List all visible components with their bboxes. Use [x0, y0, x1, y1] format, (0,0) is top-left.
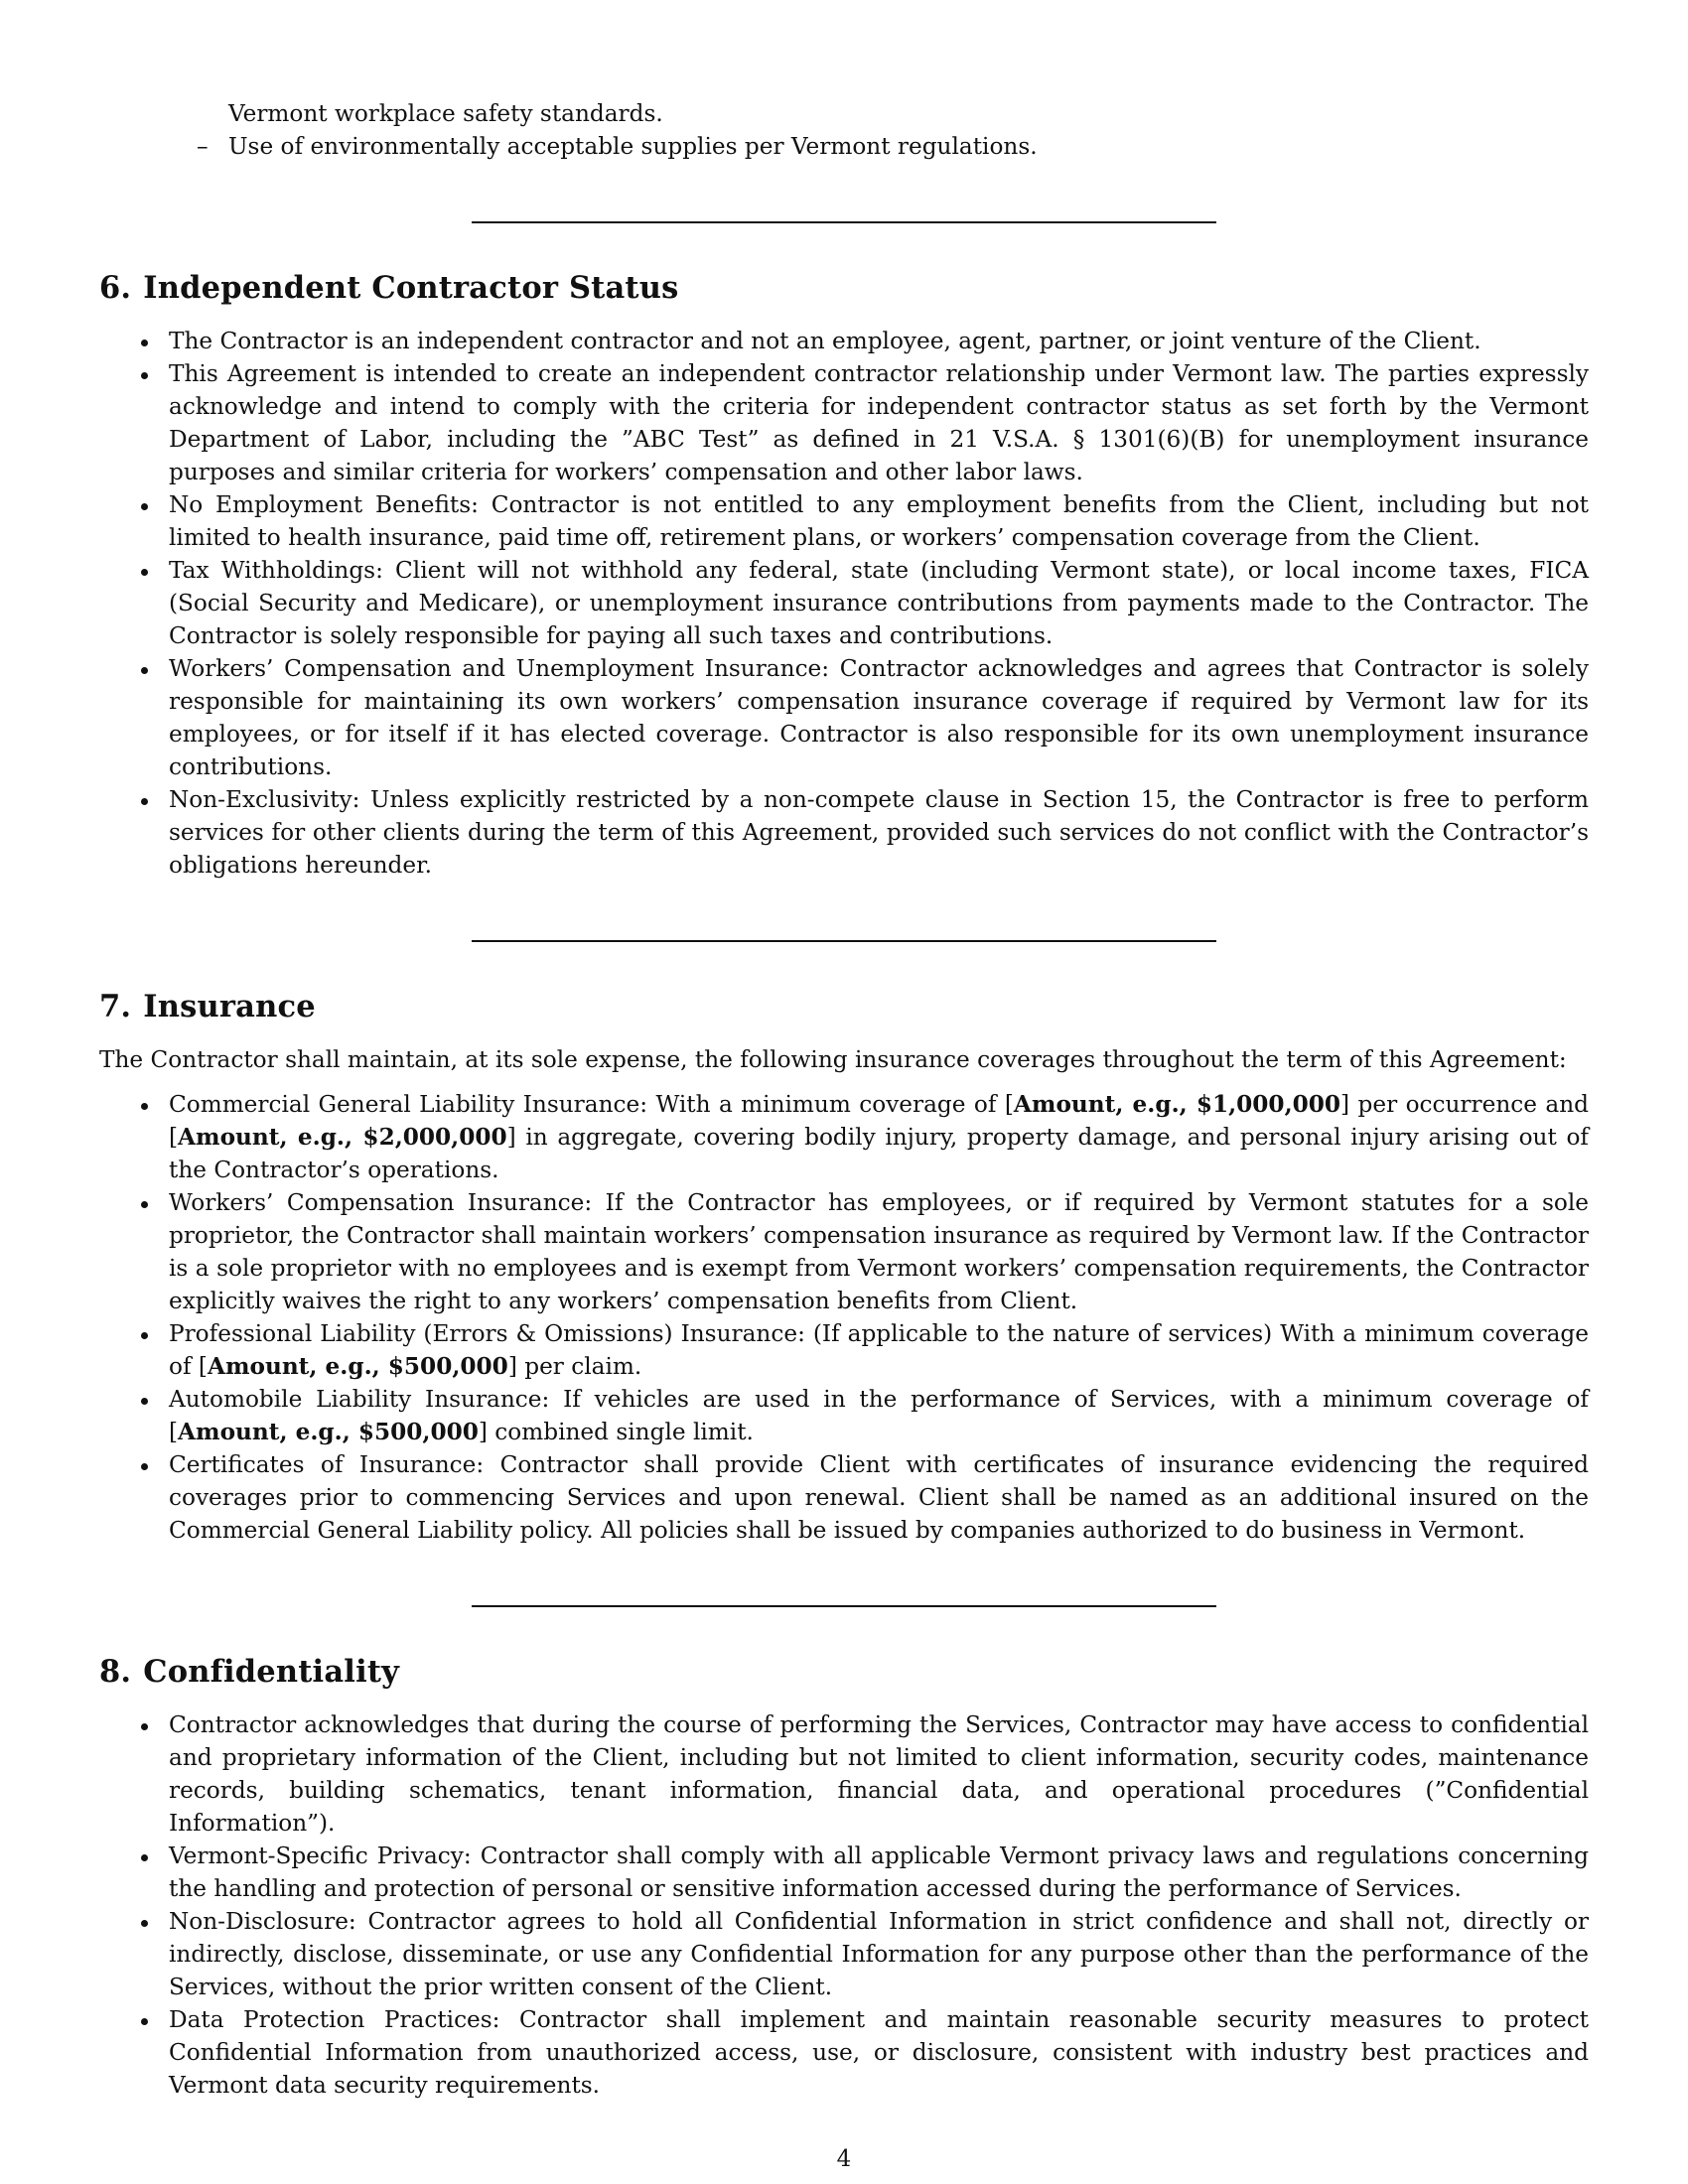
list-item: Data Protection Practices: Contractor shall implement and maintain reasonable security measures to protect Confidential Information from unauthorized access, use, or disclosure, consistent with industry best practices and Vermont data security requirements.: [99, 2003, 1589, 2102]
text-run: ] in aggregate, covering bodily injury, property damage, and personal injury arising out of the Contractor’s operations.: [169, 1124, 1589, 1183]
section-divider: [472, 940, 1216, 942]
list-item: No Employment Benefits: Contractor is not entitled to any employment benefits from the Client, including but not limited to health insurance, paid time off, retirement plans, or workers’ compensation coverage from the Client.: [99, 488, 1589, 554]
text-run: ] combined single limit.: [478, 1419, 754, 1445]
section-heading: [99, 1653, 1589, 1691]
list-item-workers-comp: Workers’ Compensation Insurance: If the Contractor has employees, or if required by Vermont statutes for a sole proprietor, the Contractor shall maintain workers’ compensation insurance as required by Vermont law. If the Contractor is a sole proprietor with no employees and is exempt from Vermont workers’ compensation requirements, the Contractor explicitly waives the right to any workers’ compensation benefits from Client.: [99, 1186, 1589, 1317]
text-run: Commercial General Liability Insurance: With a minimum coverage of [: [169, 1091, 1014, 1118]
section-number: 7.: [99, 989, 132, 1024]
amount-placeholder: Amount, e.g., $2,000,000: [178, 1124, 507, 1151]
list-item-certificates: Certificates of Insurance: Contractor shall provide Client with certificates of insurance evidencing the required coverages prior to commencing Services and upon renewal. Client shall be named as an additional insured on the Commercial General Liability policy. All policies shall be issued by companies authorized to do business in Vermont.: [99, 1448, 1589, 1547]
text-run: Professional Liability (Errors & Omissions) Insurance: (If applicable to the nature of services) With a minimum coverage of [: [169, 1320, 1589, 1380]
dash-list: [99, 130, 1589, 163]
section-heading: [99, 988, 1589, 1025]
continued-text: Vermont workplace safety standards.: [228, 100, 663, 127]
list-item: This Agreement is intended to create an independent contractor relationship under Vermont law. The parties expressly acknowledge and intend to comply with the criteria for independent contractor status as set forth by the Vermont Department of Labor, including the ”ABC Test” as defined in 21 V.S.A. § 1301(6)(B) for unemployment insurance purposes and similar criteria for workers’ compensation and other labor laws.: [99, 357, 1589, 488]
list-item: Tax Withholdings: Client will not withhold any federal, state (including Vermont state), or local income taxes, FICA (Social Security and Medicare), or unemployment insurance contributions from payments made to the Contractor. The Contractor is solely responsible for paying all such taxes and contributions.: [99, 554, 1589, 652]
section-6: [99, 269, 1589, 882]
text-run: Automobile Liability Insurance: If vehicles are used in the performance of Services, with a minimum coverage of [: [169, 1386, 1589, 1445]
section-title: Insurance: [143, 989, 316, 1024]
section-number: 8.: [99, 1654, 132, 1690]
document-page: [99, 97, 1589, 2102]
section-divider: [472, 221, 1216, 223]
list-item: Workers’ Compensation and Unemployment Insurance: Contractor acknowledges and agrees that Contractor is solely responsible for maintaining its own workers’ compensation insurance coverage if required by Vermont law for its employees, or for itself if it has elected coverage. Contractor is also responsible for its own unemployment insurance contributions.: [99, 652, 1589, 783]
text-run: ] per claim.: [507, 1353, 642, 1380]
list-item: Non-Exclusivity: Unless explicitly restricted by a non-compete clause in Section 15, the Contractor is free to perform services for other clients during the term of this Agreement, provided such services do not conflict with the Contractor’s obligations hereunder.: [99, 783, 1589, 882]
page-number: 4: [836, 2146, 852, 2172]
list-item: Non-Disclosure: Contractor agrees to hold all Confidential Information in strict confidence and shall not, directly or indirectly, disclose, disseminate, or use any Confidential Information for any purpose other than the performance of the Services, without the prior written consent of the Client.: [99, 1905, 1589, 2003]
amount-placeholder: Amount, e.g., $1,000,000: [1013, 1091, 1341, 1118]
section-number: 6.: [99, 270, 132, 306]
bullet-list: [99, 1708, 1589, 2102]
text-run: ] per occurrence and [: [169, 1091, 1589, 1151]
section-8: [99, 1653, 1589, 2102]
list-item-general-liability: [99, 1088, 1589, 1186]
list-item-automobile-liability: [99, 1383, 1589, 1448]
amount-placeholder: Amount, e.g., $500,000: [207, 1353, 508, 1380]
list-item: Contractor acknowledges that during the course of performing the Services, Contractor may have access to confidential and proprietary information of the Client, including but not limited to client information, security codes, maintenance records, building schematics, tenant information, financial data, and operational procedures (”Confidential Information”).: [99, 1708, 1589, 1840]
dash-list-item: – Use of environmentally acceptable supplies per Vermont regulations.: [99, 130, 1589, 163]
list-item: Vermont-Specific Privacy: Contractor shall comply with all applicable Vermont privacy laws and regulations concerning the handling and protection of personal or sensitive information accessed during the performance of Services.: [99, 1840, 1589, 1905]
amount-placeholder: Amount, e.g., $500,000: [178, 1419, 479, 1445]
section-7: [99, 988, 1589, 1547]
bullet-list: [99, 325, 1589, 882]
list-item-professional-liability: [99, 1317, 1589, 1383]
section-title: Independent Contractor Status: [143, 270, 679, 306]
bullet-list: [99, 1088, 1589, 1547]
section-divider: [472, 1605, 1216, 1607]
section-title: Confidentiality: [143, 1654, 400, 1690]
section-heading: [99, 269, 1589, 307]
list-item: The Contractor is an independent contractor and not an employee, agent, partner, or joint venture of the Client.: [99, 325, 1589, 357]
section-lead: The Contractor shall maintain, at its sole expense, the following insurance coverages throughout the term of this Agreement:: [99, 1046, 1567, 1073]
